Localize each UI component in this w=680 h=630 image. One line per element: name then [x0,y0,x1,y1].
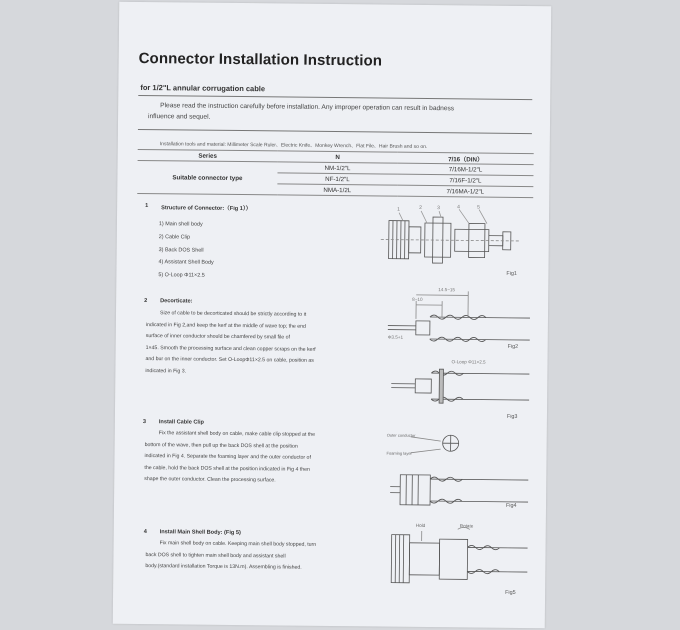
figure-4 [370,422,529,512]
table-header: N [278,151,398,163]
notice-line-2: influence and sequel. [148,113,211,121]
paragraph-line: and bur on the inner conductor. Set O-LoopΦ11×2.5 on cable, position as [145,356,314,365]
callout-3: 3 [437,205,440,212]
section-number: 1 [145,203,149,210]
dimension-label: Φ3.5+1 [387,334,404,340]
callout-5: 5 [477,204,480,211]
paragraph-line: body.(standard installation Torque is 13N.m). Assembling is finished. [145,563,302,571]
figure-2-label: Fig2 [507,343,519,350]
paragraph-line: surface of inner conductor should be chamfered by small file of [145,333,290,341]
foaming-layer-note: Foaming layer [386,450,412,456]
section-heading: Install Cable Clip [158,419,204,426]
paragraph-line: Fix the assistant shell body on cable, make cable clip stopped at the [158,430,316,438]
notice-line-1: Please read the instruction carefully before installation. Any improper operation can result in badness [160,102,455,113]
paragraph-line: indicated in Fig 4. Separate the foaming layer and the outer conductor of [144,453,311,461]
list-item: 1) Main shell body [158,221,203,228]
outer-conductor-note: Outer conductor [386,432,416,438]
paragraph-line: back DOS shell to tighten main shell body and assistant shell [145,551,286,560]
tools-list: Installation tools and material: Millimeter Scale Ruler、Electric Knife、Monkey Wrench、Flat File、Hair Brush and so on. [159,141,428,150]
figure-3-label: Fig3 [506,413,518,420]
figure-3 [371,354,530,416]
instruction-sheet [113,2,551,628]
table-header: 7/16（DIN） [398,152,534,164]
table-cell: NM-1/2"L [277,162,397,174]
paragraph-line: 1×45. Smooth the processing surface and clean copper scraps on the kerf [145,344,316,353]
hold-note: Hold [415,522,426,528]
paragraph-line: bottom of the wave, then pull up the back DOS shell at the position [144,441,298,450]
section-heading: Decorticate: [160,298,193,305]
figure-1 [372,202,531,280]
section-heading: Structure of Connector:（Fig 1）） [161,205,252,213]
cable-clip-diagram [370,422,529,512]
decorticate-text [145,308,366,380]
section-heading: Install Main Shell Body: (Fig 5) [159,529,241,537]
paragraph-line: the cable, hold the back DOS shell at the position indicated in Fig 4 then [144,464,310,473]
section-number: 2 [144,298,148,305]
table-cell: NF-1/2"L [277,173,397,185]
o-loop-note: O-Loop Φ11×2.5 [451,359,486,365]
list-item: 5) O-Loop Φ11×2.5 [158,272,205,279]
paragraph-line: shape the outer conductor. Clean the processing surface. [144,476,276,484]
parts-list [158,218,214,283]
notice-box [138,95,532,134]
notice-text [148,100,528,126]
table-cell: 7/16MA-1/2"L [397,185,533,197]
figure-2 [372,284,531,354]
dimension-label: 14.5~15 [438,287,456,293]
table-cell: 7/16F-1/2"L [397,174,533,186]
main-shell-text [145,538,365,575]
paragraph-line: Size of cable to be decorticated should be strictly according to it [159,310,307,318]
figure-4-label: Fig4 [505,502,517,509]
list-item: 3) Back DOS Shell [158,246,204,254]
table-cell: NMA-1/2L [277,184,397,196]
section-number: 3 [142,419,147,426]
connector-structure-diagram [372,202,531,280]
callout-1: 1 [397,206,400,213]
decorticate-diagram [372,284,531,354]
cable-clip-text [144,428,365,488]
rotate-note: Rotate [459,523,474,529]
paragraph-line: indicated in Fig 2,and keep the kerf at the middle of wave top; the end [145,321,306,330]
document-title: Connector Installation Instruction [138,49,383,70]
list-item: 4) Assistant Shell Body [158,259,214,267]
table-header: Series [138,149,278,161]
list-item: 2) Cable Clip [158,233,191,241]
spec-table [137,149,533,198]
row-label: Suitable connector type [137,160,277,194]
callout-2: 2 [419,204,422,211]
section-number: 4 [143,529,147,536]
callout-4: 4 [457,204,460,211]
document-subtitle: for 1/2"L annular corrugation cable [140,82,266,94]
paragraph-line: Fix main shell body on cable. Keeping main shell body stopped, turn [159,540,317,548]
o-loop-diagram [371,354,530,416]
dimension-label: 8~10 [412,296,423,302]
figure-1-label: Fig1 [506,270,517,277]
paragraph-line: indicated in Fig 3. [145,368,187,375]
figure-5-label: Fig5 [505,589,516,596]
table-cell: 7/16M-1/2"L [397,163,533,175]
